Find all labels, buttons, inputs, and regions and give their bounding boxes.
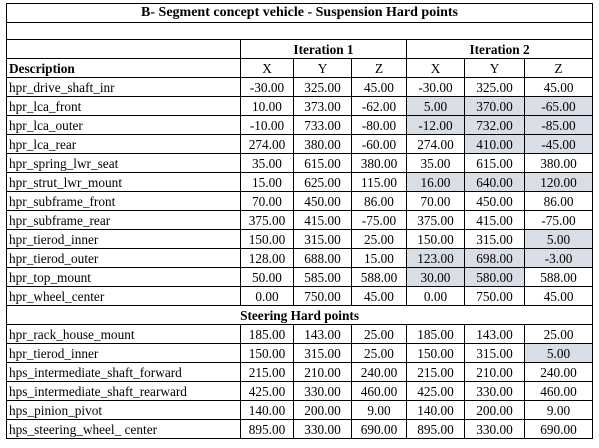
spacer-cell [7,23,593,40]
coordinate-cell: -45.00 [525,135,593,154]
coordinate-cell: -30.00 [407,78,465,97]
hardpoints-table [6,3,593,439]
table-row [7,154,593,173]
hardpoint-name: hpr_tierod_inner [7,230,241,249]
coordinate-cell: 325.00 [465,78,525,97]
coordinate-cell: 30.00 [407,268,465,287]
table-row [7,230,593,249]
coordinate-cell: 200.00 [465,401,525,420]
hardpoint-name: hpr_lca_rear [7,135,241,154]
hardpoint-name: hpr_tierod_inner [7,344,241,363]
iteration-1-header: Iteration 1 [241,40,407,59]
coordinate-cell: 123.00 [407,249,465,268]
hardpoint-name: hpr_rack_house_mount [7,325,241,344]
coordinate-cell: 450.00 [465,192,525,211]
coordinate-cell: 415.00 [465,211,525,230]
coordinate-cell: 185.00 [241,325,294,344]
coordinate-cell: 315.00 [294,344,352,363]
coordinate-cell: 215.00 [241,363,294,382]
table-row [7,287,593,306]
coordinate-cell: 460.00 [525,382,593,401]
coordinate-cell: 25.00 [352,344,407,363]
coordinate-cell: 185.00 [407,325,465,344]
coordinate-cell: 373.00 [294,97,352,116]
coordinate-cell: 690.00 [525,420,593,439]
coordinate-cell: 200.00 [294,401,352,420]
coordinate-cell: 425.00 [407,382,465,401]
coordinate-cell: 750.00 [294,287,352,306]
hardpoint-name: hpr_tierod_outer [7,249,241,268]
coordinate-cell: 210.00 [294,363,352,382]
coordinate-cell: 315.00 [294,230,352,249]
coordinate-cell: 895.00 [241,420,294,439]
coordinate-cell: 25.00 [352,230,407,249]
coordinate-cell: -75.00 [525,211,593,230]
hardpoint-name: hps_steering_wheel_ center [7,420,241,439]
coordinate-cell: 120.00 [525,173,593,192]
table-row [7,116,593,135]
coordinate-cell: 733.00 [294,116,352,135]
axis-header: Z [352,59,407,78]
steering-section-header: Steering Hard points [7,306,593,325]
coordinate-cell: 86.00 [525,192,593,211]
table-row [7,173,593,192]
table-row [7,401,593,420]
coordinate-cell: 15.00 [352,249,407,268]
coordinate-cell: 70.00 [241,192,294,211]
coordinate-cell: 143.00 [294,325,352,344]
coordinate-cell: 86.00 [352,192,407,211]
hardpoint-name: hpr_top_mount [7,268,241,287]
coordinate-cell: 274.00 [241,135,294,154]
coordinate-cell: 315.00 [465,344,525,363]
coordinate-cell: 380.00 [525,154,593,173]
title-row [7,4,593,23]
table-row [7,268,593,287]
coordinate-cell: 15.00 [241,173,294,192]
table-row [7,249,593,268]
hardpoint-name: hpr_subframe_front [7,192,241,211]
coordinate-cell: 688.00 [294,249,352,268]
coordinate-cell: 588.00 [525,268,593,287]
coordinate-cell: 375.00 [241,211,294,230]
coordinate-cell: 35.00 [241,154,294,173]
coordinate-cell: -65.00 [525,97,593,116]
coordinate-cell: -62.00 [352,97,407,116]
coordinate-cell: 25.00 [352,325,407,344]
table-row [7,97,593,116]
coordinate-cell: -60.00 [352,135,407,154]
coordinate-cell: 380.00 [294,135,352,154]
coordinate-cell: 375.00 [407,211,465,230]
coordinate-cell: -75.00 [352,211,407,230]
coordinate-cell: 588.00 [352,268,407,287]
coordinate-cell: 380.00 [352,154,407,173]
coordinate-cell: -85.00 [525,116,593,135]
coordinate-cell: 0.00 [407,287,465,306]
table-row [7,78,593,97]
coordinate-cell: 9.00 [525,401,593,420]
coordinate-cell: 140.00 [407,401,465,420]
coordinate-cell: 415.00 [294,211,352,230]
table-row [7,382,593,401]
coordinate-cell: 150.00 [407,230,465,249]
coordinate-cell: 50.00 [241,268,294,287]
hardpoint-name: hps_pinion_pivot [7,401,241,420]
table-row [7,211,593,230]
hardpoint-name: hpr_lca_front [7,97,241,116]
hardpoint-name: hpr_drive_shaft_inr [7,78,241,97]
coordinate-cell: 150.00 [407,344,465,363]
coordinate-cell: -10.00 [241,116,294,135]
coordinate-cell: 698.00 [465,249,525,268]
description-header: Description [7,59,241,78]
spacer-row [7,23,593,40]
coordinate-cell: 16.00 [407,173,465,192]
coordinate-cell: 410.00 [465,135,525,154]
coordinate-cell: 732.00 [465,116,525,135]
coordinate-cell: 5.00 [407,97,465,116]
blank-header-cell [7,40,241,59]
coordinate-cell: 45.00 [525,287,593,306]
hardpoint-name: hpr_lca_outer [7,116,241,135]
coordinate-cell: 450.00 [294,192,352,211]
coordinate-cell: 45.00 [352,78,407,97]
coordinate-cell: 580.00 [465,268,525,287]
axis-header-row [7,59,593,78]
axis-header: Y [294,59,352,78]
coordinate-cell: -80.00 [352,116,407,135]
table-row [7,344,593,363]
coordinate-cell: 615.00 [294,154,352,173]
iteration-2-header: Iteration 2 [407,40,593,59]
coordinate-cell: 240.00 [525,363,593,382]
coordinate-cell: 115.00 [352,173,407,192]
coordinate-cell: 750.00 [465,287,525,306]
coordinate-cell: 128.00 [241,249,294,268]
coordinate-cell: 330.00 [294,382,352,401]
coordinate-cell: 615.00 [465,154,525,173]
coordinate-cell: 425.00 [241,382,294,401]
axis-header: Y [465,59,525,78]
hardpoint-name: hpr_spring_lwr_seat [7,154,241,173]
axis-header: X [241,59,294,78]
coordinate-cell: 35.00 [407,154,465,173]
table-row [7,135,593,154]
coordinate-cell: 325.00 [294,78,352,97]
coordinate-cell: 25.00 [525,325,593,344]
section-row [7,306,593,325]
table-title: B- Segment concept vehicle - Suspension Hard points [7,4,593,23]
coordinate-cell: 585.00 [294,268,352,287]
table-row [7,192,593,211]
coordinate-cell: 690.00 [352,420,407,439]
coordinate-cell: 150.00 [241,344,294,363]
coordinate-cell: 895.00 [407,420,465,439]
coordinate-cell: 625.00 [294,173,352,192]
hardpoint-name: hpr_strut_lwr_mount [7,173,241,192]
table-row [7,363,593,382]
table-row [7,420,593,439]
coordinate-cell: 10.00 [241,97,294,116]
coordinate-cell: -3.00 [525,249,593,268]
coordinate-cell: 330.00 [294,420,352,439]
coordinate-cell: 274.00 [407,135,465,154]
coordinate-cell: 0.00 [241,287,294,306]
coordinate-cell: 315.00 [465,230,525,249]
coordinate-cell: 215.00 [407,363,465,382]
table-row [7,325,593,344]
coordinate-cell: 330.00 [465,420,525,439]
iteration-header-row [7,40,593,59]
coordinate-cell: 45.00 [525,78,593,97]
axis-header: Z [525,59,593,78]
coordinate-cell: 9.00 [352,401,407,420]
hardpoint-name: hpr_wheel_center [7,287,241,306]
coordinate-cell: 330.00 [465,382,525,401]
coordinate-cell: -30.00 [241,78,294,97]
coordinate-cell: 240.00 [352,363,407,382]
hardpoint-name: hps_intermediate_shaft_rearward [7,382,241,401]
hardpoint-name: hps_intermediate_shaft_forward [7,363,241,382]
coordinate-cell: 460.00 [352,382,407,401]
hardpoint-name: hpr_subframe_rear [7,211,241,230]
coordinate-cell: 5.00 [525,344,593,363]
coordinate-cell: 5.00 [525,230,593,249]
coordinate-cell: 70.00 [407,192,465,211]
coordinate-cell: 210.00 [465,363,525,382]
coordinate-cell: 150.00 [241,230,294,249]
coordinate-cell: 640.00 [465,173,525,192]
coordinate-cell: -12.00 [407,116,465,135]
coordinate-cell: 45.00 [352,287,407,306]
coordinate-cell: 140.00 [241,401,294,420]
coordinate-cell: 143.00 [465,325,525,344]
axis-header: X [407,59,465,78]
coordinate-cell: 370.00 [465,97,525,116]
